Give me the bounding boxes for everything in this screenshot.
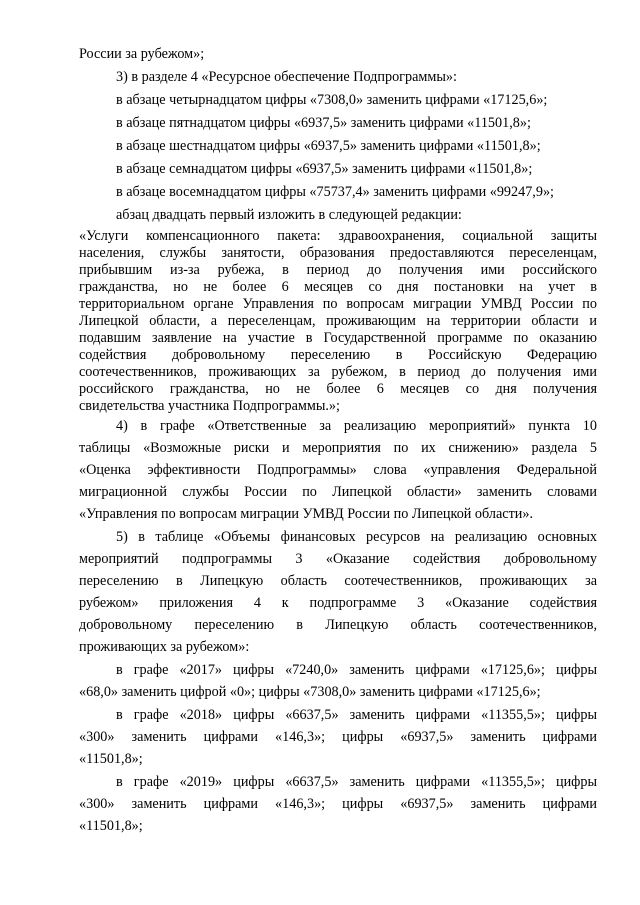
text-line: в графе «2018» цифры «6637,5» заменить цифрами «11355,5»; цифры	[116, 707, 597, 723]
quote-line: гражданства, но не более 6 месяцев со дня постановки на учет в	[79, 279, 597, 295]
paragraph-5	[79, 528, 597, 657]
paragraph-2017	[79, 661, 597, 702]
text-line: проживающих за рубежом»:	[79, 639, 250, 655]
paragraph-2018	[79, 706, 597, 769]
quote-line: «Услуги компенсационного пакета: здравоохранения, социальной защиты	[79, 228, 597, 244]
text-line: России за рубежом»;	[79, 46, 205, 62]
text-line: переселению в Липецкую область соотечественников, проживающих за	[79, 573, 597, 589]
text-line: миграционной службы России по Липецкой области» заменить словами	[79, 484, 597, 500]
quote-line: населения, службы занятости, образования предоставляются переселенцам,	[79, 245, 597, 261]
text-line: 3) в разделе 4 «Ресурсное обеспечение Подпрограммы»:	[116, 69, 457, 85]
quote-line: свидетельства участника Подпрограммы.»;	[79, 398, 340, 414]
text-line: «11501,8»;	[79, 751, 143, 767]
quote-line: территориальном органе Управления по вопросам миграции УМВД России по	[79, 296, 597, 312]
text-line: в абзаце восемнадцатом цифры «75737,4» заменить цифрами «99247,9»;	[116, 184, 554, 200]
quoted-paragraph	[79, 228, 597, 415]
paragraph-4	[79, 417, 597, 524]
text-line: в графе «2019» цифры «6637,5» заменить цифрами «11355,5»; цифры	[116, 774, 597, 790]
text-line: «68,0» заменить цифрой «0»; цифры «7308,0» заменить цифрами «17125,6»;	[79, 684, 541, 700]
text-line: мероприятий подпрограммы 3 «Оказание содействия добровольному	[79, 551, 597, 567]
text-line: 4) в графе «Ответственные за реализацию мероприятий» пункта 10	[116, 418, 597, 434]
quote-line: соотечественников, проживающих за рубежом, в период до получения ими	[79, 364, 597, 380]
quote-line: подавшим заявление на участие в Государственной программе по оказанию	[79, 330, 597, 346]
text-line: в абзаце пятнадцатом цифры «6937,5» заменить цифрами «11501,8»;	[116, 115, 531, 131]
text-line: в абзаце четырнадцатом цифры «7308,0» заменить цифрами «17125,6»;	[116, 92, 548, 108]
quote-line: содействия добровольному переселению в Российскую Федерацию	[79, 347, 597, 363]
text-line: «300» заменить цифрами «146,3»; цифры «6937,5» заменить цифрами	[79, 796, 597, 812]
text-line: абзац двадцать первый изложить в следующей редакции:	[116, 207, 462, 223]
text-line: в графе «2017» цифры «7240,0» заменить цифрами «17125,6»; цифры	[116, 662, 597, 678]
text-line: «Управления по вопросам миграции УМВД России по Липецкой области».	[79, 506, 533, 522]
document-page	[79, 45, 597, 836]
text-line: рубежом» приложения 4 к подпрограмме 3 «Оказание содействия	[79, 595, 597, 611]
quote-line: прибывшим из-за рубежа, в период до получения ими российского	[79, 262, 597, 278]
quote-line: российского гражданства, но не более 6 месяцев со дня получения	[79, 381, 597, 397]
text-line: 5) в таблице «Объемы финансовых ресурсов на реализацию основных	[116, 529, 597, 545]
text-line: таблицы «Возможные риски и мероприятия по их снижению» раздела 5	[79, 440, 597, 456]
text-line: «Оценка эффективности Подпрограммы» слова «управления Федеральной	[79, 462, 597, 478]
text-line: в абзаце шестнадцатом цифры «6937,5» заменить цифрами «11501,8»;	[116, 138, 541, 154]
text-line: «11501,8»;	[79, 818, 143, 834]
text-line: добровольному переселению в Липецкую область соотечественников,	[79, 617, 597, 633]
text-line: «300» заменить цифрами «146,3»; цифры «6937,5» заменить цифрами	[79, 729, 597, 745]
text-line: в абзаце семнадцатом цифры «6937,5» заменить цифрами «11501,8»;	[116, 161, 533, 177]
paragraph-2019	[79, 773, 597, 836]
quote-line: Липецкой области, а переселенцам, проживающим на территории области и	[79, 313, 597, 329]
